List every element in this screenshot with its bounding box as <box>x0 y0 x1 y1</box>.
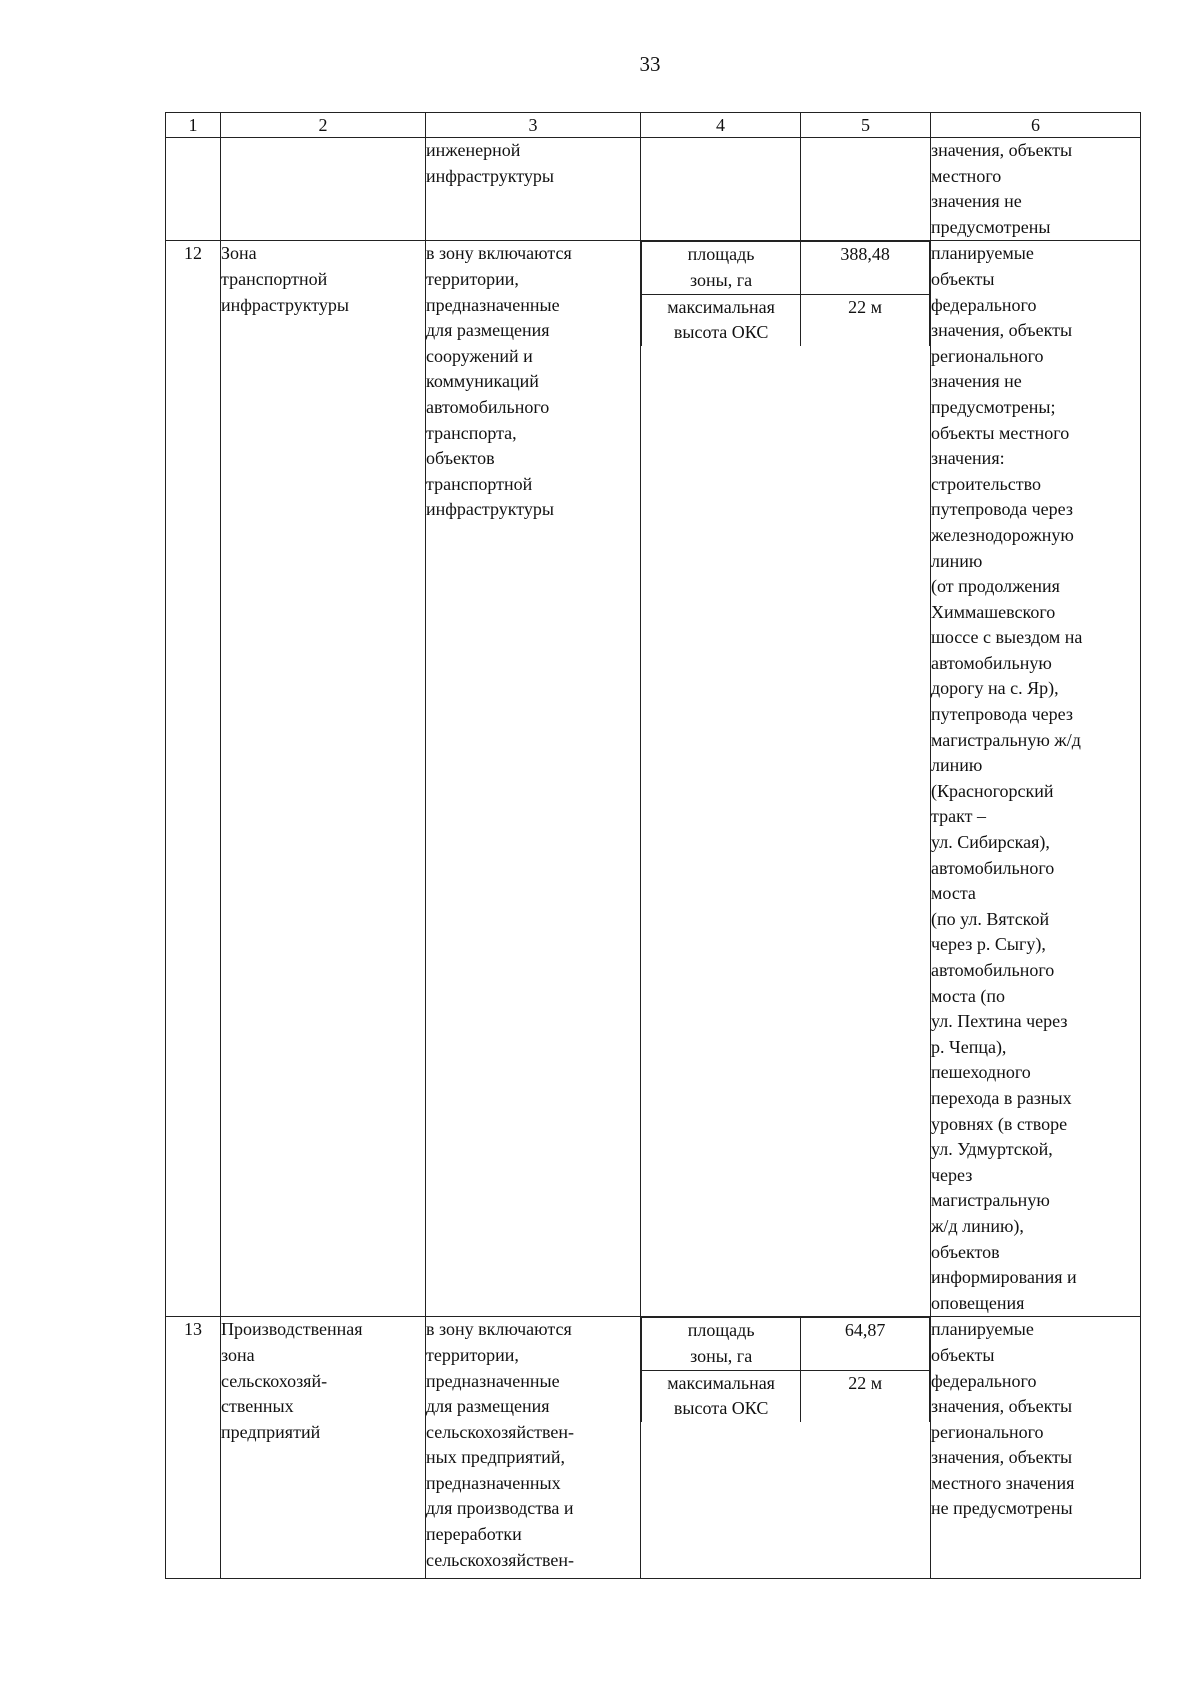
continuation-col-6 <box>931 138 1141 241</box>
zone-description-cell <box>426 1317 641 1579</box>
header-col-4: 4 <box>641 113 801 138</box>
zone-name: Производственная зона сельскохозяй- ственных предприятий <box>221 1319 363 1442</box>
header-col-2: 2 <box>221 113 426 138</box>
continuation-description: инженерной инфраструктуры <box>426 140 554 186</box>
zone-params <box>641 1317 930 1421</box>
header-col-1: 1 <box>166 113 221 138</box>
continuation-col-2 <box>221 138 426 241</box>
area-label: площадь зоны, га <box>687 1320 755 1366</box>
zones-table <box>165 112 1141 1579</box>
table-row <box>166 241 1141 1317</box>
zone-name: Зона транспортной инфраструктуры <box>221 243 349 315</box>
height-value: 22 м <box>801 294 930 346</box>
area-label-cell <box>642 1318 801 1370</box>
height-label: максимальная высота ОКС <box>667 296 775 343</box>
zone-description-cell <box>426 241 641 1317</box>
zone-params-cell <box>641 241 931 1317</box>
header-col-6: 6 <box>931 113 1141 138</box>
height-label: максимальная высота ОКС <box>667 1372 775 1419</box>
zone-description: в зону включаются территории, предназначенные для размещения сельскохозяйствен- ных предприятий, предназначенных для производства и переработки сельскохозяйствен- <box>426 1319 574 1570</box>
height-value: 22 м <box>801 1370 930 1422</box>
zone-name-cell <box>221 241 426 1317</box>
area-value: 388,48 <box>801 242 930 294</box>
zone-params-cell <box>641 1317 931 1579</box>
area-label-cell <box>642 242 801 294</box>
zone-objects: планируемые объекты федерального значения, объекты регионального значения, объекты местного значения не предусмотрены <box>931 1319 1075 1519</box>
zone-params <box>641 241 930 345</box>
zone-objects: планируемые объекты федерального значения, объекты регионального значения не предусмотрены; объекты местного значения: строительство путепровода через железнодорожную линию (от продолжения Химмашевского шоссе с выездом на автомобильную дорогу на с. Яр), путепровода через магистральную ж/д линию (Красногорский тракт – ул. Сибирская), автомобильного моста (по ул. Вятской через р. Сыгу), автомобильного моста (по ул. Пехтина через р. Чепца), пешеходного перехода в разных уровнях (в створе ул. Удмуртской, через магистральную ж/д линию), объектов информирования и оповещения <box>931 243 1083 1313</box>
header-col-5: 5 <box>801 113 931 138</box>
header-row <box>166 113 1141 138</box>
height-label-cell <box>642 294 801 346</box>
table-row <box>166 1317 1141 1579</box>
zone-objects-cell <box>931 241 1141 1317</box>
area-value: 64,87 <box>801 1318 930 1370</box>
continuation-col-5 <box>801 138 931 241</box>
page-number: 33 <box>639 52 661 76</box>
continuation-row <box>166 138 1141 241</box>
continuation-col-3 <box>426 138 641 241</box>
area-label: площадь зоны, га <box>687 244 755 290</box>
zone-name-cell <box>221 1317 426 1579</box>
zone-description: в зону включаются территории, предназначенные для размещения сооружений и коммуникаций автомобильного транспорта, объектов транспортной инфраструктуры <box>426 243 572 520</box>
header-col-3: 3 <box>426 113 641 138</box>
continuation-col-1 <box>166 138 221 241</box>
row-number: 12 <box>166 241 221 1317</box>
continuation-col-4 <box>641 138 801 241</box>
row-number: 13 <box>166 1317 221 1579</box>
continuation-objects: значения, объекты местного значения не предусмотрены <box>931 140 1073 237</box>
height-label-cell <box>642 1370 801 1422</box>
zone-objects-cell <box>931 1317 1141 1579</box>
